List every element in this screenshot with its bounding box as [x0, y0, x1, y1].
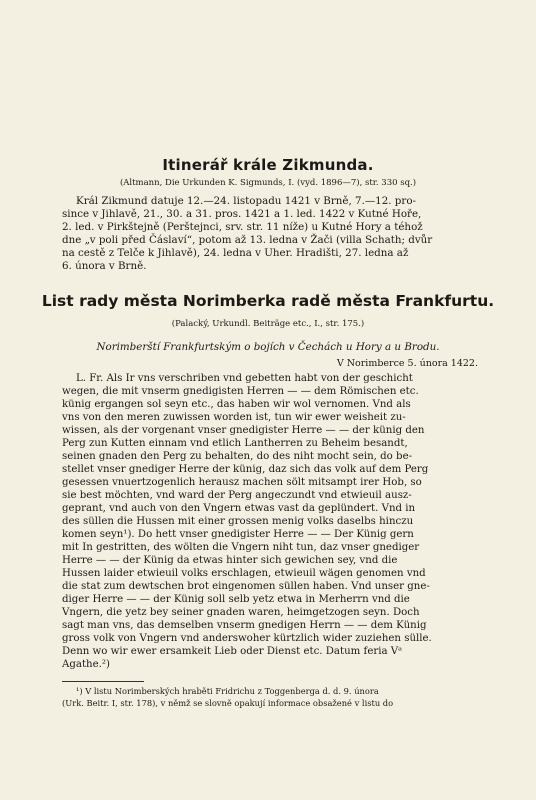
text-line: Vngern, die yetz bey seiner gnaden waren, heimgetzogen seyn. Doch [62, 607, 420, 618]
text-line: komen seyn¹). Do hett vnser gnedigister Herre — — Der Künig gern [62, 529, 414, 540]
text-line: Herre — — der Künig da etwas hinter sich gewichen sey, vnd die [62, 555, 398, 566]
text-line: 2. led. v Pirkštejně (Perštejnci, srv. str. 11 níže) u Kutné Hory a téhož [62, 221, 423, 233]
text-line: geprant, vnd auch von den Vngern etwas vast da geplündert. Vnd in [62, 503, 416, 514]
text-line: 6. února v Brně. [62, 260, 147, 272]
footnote-line: (Urk. Beitr. I, str. 178), v němž se slovně opakují informace obsažené v listu do [62, 698, 394, 708]
text-line: künig ergangen sol seyn etc., das haben wir wol vernomen. Vnd als [62, 399, 411, 410]
text-line: Denn wo wir ewer ersamkeit Lieb oder Dienst etc. Datum feria Vᵃ [62, 646, 403, 657]
text-line: die stat zum dewtschen brot eingenomen süllen haben. Vnd unser gne- [62, 581, 430, 592]
section-source-palacky: (Palacký, Urkundl. Beiträge etc., I., str. 175.) [171, 319, 365, 329]
text-line: dne „v poli před Čáslaví“, potom až 13. ledna v Žači (villa Schath; dvůr [62, 234, 433, 246]
text-line: stellet vnser gnediger Herre der künig, daz sich das volk auf dem Perg [62, 464, 429, 475]
section-source-altmann: (Altmann, Die Urkunden K. Sigmunds, I. (vyd. 1896—7), str. 330 sq.) [119, 178, 417, 188]
text-line: L. Fr. Als Ir vns verschriben vnd gebetten habt von der geschicht [76, 373, 413, 384]
text-line: vns von den meren zuwissen worden ist, tun wir ewer weisheit zu- [62, 412, 406, 423]
footnote-divider [62, 681, 144, 682]
text-line: wegen, die mit vnserm gnedigisten Herren — — dem Römischen etc. [62, 386, 419, 397]
letter-body [62, 372, 482, 671]
text-line: sagt man vns, das demselben vnserm gnedigen Herrn — — dem Künig [62, 620, 427, 631]
itinerary-paragraph [62, 195, 482, 273]
text-line: gross volk von Vngern vnd anderswoher kürtzlich wider zuziehen sülle. [62, 633, 432, 644]
text-line: mit In gestritten, des wölten die Vngern niht tun, daz vnser gnediger [62, 542, 420, 553]
text-line: sie best möchten, vnd ward der Perg angeczundt vnd etwieuil ausz- [62, 490, 412, 501]
text-line: des süllen die Hussen mit einer grossen menig volks daselbs hinczu [62, 516, 414, 527]
text-line: Agathe.²) [62, 659, 110, 670]
section-title-itinerary: Itinerář krále Zikmunda. [162, 156, 374, 174]
text-line: seinen gnaden den Perg zu behalten, do des niht mocht sein, do be- [62, 451, 413, 462]
text-line: Hussen laider etwieuil volks erschlagen, etwieuil wägen genomen vnd [62, 568, 426, 579]
text-line: na cestě z Telče k Jihlavě), 24. ledna v Uher. Hradišti, 27. ledna až [62, 247, 409, 259]
footnote-line: ¹) V listu Norimberských hraběti Fridrichu z Toggenberga d. d. 9. února [76, 686, 379, 696]
text-line: since v Jihlavě, 21., 30. a 31. pros. 1421 a 1. led. 1422 v Kutné Hoře, [62, 208, 422, 220]
footnote [62, 685, 482, 709]
text-line: diger Herre — — der Künig soll selb yetz etwa in Merherrn vnd die [62, 594, 410, 605]
text-line: gesessen vnuertzogenlich herausz machen sölt mitsampt irer Hob, so [62, 477, 422, 488]
text-line: wissen, als der vorgenant vnser gnedigister Herre — — der künig den [62, 425, 425, 436]
section-title-letter: List rady města Norimberka radě města Frankfurtu. [41, 292, 495, 310]
letter-dateline: V Norimberce 5. února 1422. [336, 358, 478, 369]
text-line: Perg zun Kutten einnam vnd etlich Lantherren zu Beheim besandt, [62, 438, 408, 449]
letter-summary: Norimberští Frankfurtským o bojích v Čechách u Hory a u Brodu. [96, 341, 440, 353]
text-line: Král Zikmund datuje 12.—24. listopadu 1421 v Brně, 7.—12. pro- [76, 195, 417, 207]
